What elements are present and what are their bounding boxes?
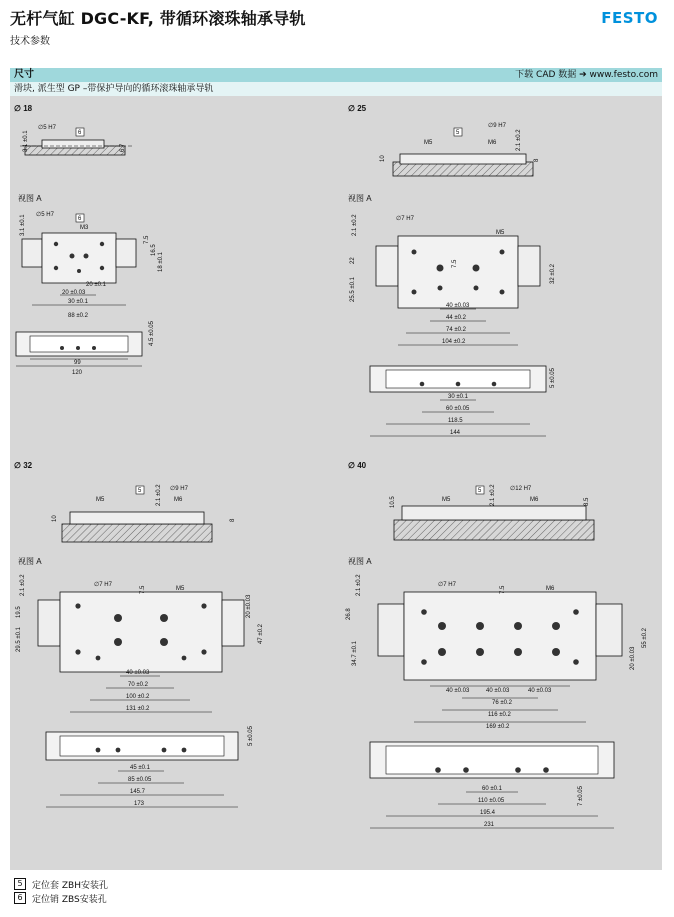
size-40-front-view bbox=[346, 574, 648, 730]
dimension-drawings bbox=[10, 96, 662, 870]
size-25-front-75: 7.5 bbox=[452, 259, 458, 268]
size-18-top-67: 6.7 bbox=[120, 143, 126, 152]
section-label: 尺寸 bbox=[14, 69, 34, 80]
size-18-front-20b: 20 ±0.1 bbox=[86, 282, 106, 288]
size-18-front-view bbox=[20, 211, 164, 319]
size-32-front-m5: M5 bbox=[176, 586, 185, 592]
size-32-bottom-view bbox=[46, 725, 254, 807]
size-40-view-label: 视图 A bbox=[348, 557, 372, 566]
size-32-front-75: 7.5 bbox=[140, 585, 146, 594]
size-40-group bbox=[346, 461, 648, 828]
size-32-bottom-1457: 145.7 bbox=[130, 789, 146, 795]
size-40-top-section bbox=[390, 484, 594, 540]
drawing-panel bbox=[10, 96, 662, 870]
size-32-group bbox=[14, 461, 264, 807]
size-25-front-view bbox=[350, 214, 556, 345]
size-25-bottom-144: 144 bbox=[450, 430, 461, 436]
size-18-front-31: 3.1 ±0.1 bbox=[20, 214, 26, 236]
size-18-front-165: 16.5 bbox=[151, 244, 157, 256]
size-32-top-m6: M6 bbox=[174, 497, 183, 503]
size-25-front-40: 40 ±0.03 bbox=[446, 303, 470, 309]
size-32-front-131: 131 ±0.2 bbox=[126, 706, 150, 712]
size-25-front-m5: M5 bbox=[496, 230, 505, 236]
size-40-bottom-110: 110 ±0.05 bbox=[478, 798, 505, 804]
size-40-bottom-view bbox=[370, 742, 614, 828]
size-32-front-70: 70 ±0.2 bbox=[128, 682, 148, 688]
size-40-top-5: 5 bbox=[478, 488, 482, 494]
size-18-view-label: 视图 A bbox=[18, 194, 42, 203]
size-40-bottom-7: 7 ±0.05 bbox=[578, 786, 584, 806]
size-40-front-268: 26.8 bbox=[346, 608, 352, 620]
size-25-group bbox=[348, 104, 556, 436]
size-32-bottom-173: 173 bbox=[134, 801, 145, 807]
size-18-front-18: 18 ±0.1 bbox=[158, 252, 164, 272]
size-25-view-label: 视图 A bbox=[348, 194, 372, 203]
size-32-front-40: 40 ±0.03 bbox=[126, 670, 150, 676]
size-25-top-21: 2.1 ±0.2 bbox=[516, 129, 522, 151]
size-40-front-55: 55 ±0.2 bbox=[642, 628, 648, 648]
size-32-top-5: 5 bbox=[138, 488, 142, 494]
size-32-front-195: 19.5 bbox=[16, 606, 22, 618]
size-40-bottom-231: 231 bbox=[484, 822, 495, 828]
page-subtitle: 技术参数 bbox=[10, 36, 50, 47]
size-18-top-d5: ∅5 H7 bbox=[38, 125, 56, 131]
size-40-top-m5: M5 bbox=[442, 497, 451, 503]
size-25-top-10: 10 bbox=[380, 155, 386, 162]
size-18-front-20a: 20 ±0.03 bbox=[62, 290, 86, 296]
size-40-top-105: 10.5 bbox=[390, 496, 396, 508]
size-40-front-m6: M6 bbox=[546, 586, 555, 592]
size-25-front-22: 22 bbox=[350, 257, 356, 264]
size-25-label: ∅ 25 bbox=[348, 104, 367, 113]
size-18-top-31: 3.1 ±0.1 bbox=[23, 130, 29, 152]
size-32-label: ∅ 32 bbox=[14, 461, 33, 470]
size-18-bottom-45: 4.5 ±0.05 bbox=[149, 321, 155, 346]
size-25-top-section bbox=[380, 122, 540, 176]
size-32-front-47: 47 ±0.2 bbox=[258, 624, 264, 644]
size-25-front-32: 32 ±0.2 bbox=[550, 264, 556, 284]
size-40-top-d12: ∅12 H7 bbox=[510, 486, 532, 492]
size-18-bottom-99: 99 bbox=[74, 360, 81, 366]
size-18-front-88: 88 ±0.2 bbox=[68, 313, 88, 319]
size-32-front-20: 20 ±0.03 bbox=[246, 594, 252, 618]
size-40-bottom-1954: 195.4 bbox=[480, 810, 496, 816]
size-40-front-d7: ∅7 H7 bbox=[438, 582, 456, 588]
size-25-front-74: 74 ±0.2 bbox=[446, 327, 466, 333]
size-40-top-85: 8.5 bbox=[584, 497, 590, 506]
size-32-view-label: 视图 A bbox=[18, 557, 42, 566]
size-32-front-d7: ∅7 H7 bbox=[94, 582, 112, 588]
size-32-top-8: 8 bbox=[230, 518, 236, 522]
size-18-top-6: 6 bbox=[78, 130, 82, 136]
size-18-front-75: 7.5 bbox=[144, 235, 150, 244]
size-25-top-d9: ∅9 H7 bbox=[488, 123, 506, 129]
festo-logo: FESTO bbox=[601, 9, 658, 27]
cad-download-link[interactable]: 下载 CAD 数据 ➔ www.festo.com bbox=[515, 70, 658, 80]
size-25-front-21: 2.1 ±0.2 bbox=[352, 214, 358, 236]
size-40-front-40c: 40 ±0.03 bbox=[528, 688, 552, 694]
size-32-bottom-85: 85 ±0.05 bbox=[128, 777, 152, 783]
size-18-front-30: 30 ±0.1 bbox=[68, 299, 88, 305]
size-25-front-44: 44 ±0.2 bbox=[446, 315, 466, 321]
size-40-front-40b: 40 ±0.03 bbox=[486, 688, 510, 694]
size-25-top-m6: M6 bbox=[488, 140, 497, 146]
size-40-top-m6: M6 bbox=[530, 497, 539, 503]
size-32-top-m5: M5 bbox=[96, 497, 105, 503]
legend-num-5: 5 bbox=[14, 878, 26, 890]
legend-num-6: 6 bbox=[14, 892, 26, 904]
size-40-front-20: 20 ±0.03 bbox=[630, 646, 636, 670]
size-25-bottom-30: 30 ±0.1 bbox=[448, 394, 468, 400]
size-32-top-d9: ∅9 H7 bbox=[170, 486, 188, 492]
size-25-top-5: 5 bbox=[456, 130, 460, 136]
size-25-top-m5: M5 bbox=[424, 140, 433, 146]
size-25-bottom-5: 5 ±0.05 bbox=[550, 368, 556, 388]
section-bar bbox=[10, 68, 662, 82]
size-32-front-100: 100 ±0.2 bbox=[126, 694, 150, 700]
size-25-front-104: 104 ±0.2 bbox=[442, 339, 466, 345]
size-40-front-21: 2.1 ±0.2 bbox=[356, 574, 362, 596]
size-25-bottom-60: 60 ±0.05 bbox=[446, 406, 470, 412]
size-25-front-255: 25.5 ±0.1 bbox=[350, 277, 356, 302]
size-25-front-d7: ∅7 H7 bbox=[396, 216, 414, 222]
size-40-top-21: 2.1 ±0.2 bbox=[490, 484, 496, 506]
size-32-bottom-5: 5 ±0.05 bbox=[248, 726, 254, 746]
legend-text-6: 定位销 ZBS安装孔 bbox=[32, 895, 107, 905]
size-25-bottom-1185: 118.5 bbox=[448, 418, 463, 424]
size-18-top-section bbox=[20, 124, 134, 155]
legend-text-5: 定位套 ZBH安装孔 bbox=[32, 881, 108, 891]
size-25-top-8: 8 bbox=[534, 158, 540, 162]
size-32-top-section bbox=[52, 484, 236, 542]
size-25-bottom-view bbox=[370, 366, 556, 436]
size-18-front-d5: ∅5 H7 bbox=[36, 212, 54, 218]
size-32-front-295: 29.5 ±0.1 bbox=[16, 627, 22, 652]
variant-note: 滑块, 派生型 GP –带保护导向的循环滚珠轴承导轨 bbox=[10, 82, 662, 96]
size-32-top-10: 10 bbox=[52, 515, 58, 522]
size-32-front-21: 2.1 ±0.2 bbox=[20, 574, 26, 596]
size-18-label: ∅ 18 bbox=[14, 104, 33, 113]
size-40-front-75: 7.5 bbox=[500, 585, 506, 594]
size-18-group bbox=[14, 104, 164, 376]
size-18-bottom-view bbox=[16, 320, 155, 376]
size-32-bottom-45: 45 ±0.1 bbox=[130, 765, 150, 771]
size-40-front-76: 76 ±0.2 bbox=[492, 700, 512, 706]
size-18-front-6: 6 bbox=[78, 216, 82, 222]
size-40-front-40a: 40 ±0.03 bbox=[446, 688, 470, 694]
size-32-top-21: 2.1 ±0.2 bbox=[156, 484, 162, 506]
size-40-front-347: 34.7 ±0.1 bbox=[352, 641, 358, 666]
size-18-front-m3: M3 bbox=[80, 225, 89, 231]
size-18-bottom-120: 120 bbox=[72, 370, 83, 376]
size-40-front-169: 169 ±0.2 bbox=[486, 724, 510, 730]
page-title: 无杆气缸 DGC-KF, 带循环滚珠轴承导轨 bbox=[10, 9, 306, 28]
size-40-bottom-60: 60 ±0.1 bbox=[482, 786, 502, 792]
size-40-label: ∅ 40 bbox=[348, 461, 367, 470]
size-32-front-view bbox=[16, 574, 264, 712]
size-40-front-116: 116 ±0.2 bbox=[488, 712, 511, 718]
